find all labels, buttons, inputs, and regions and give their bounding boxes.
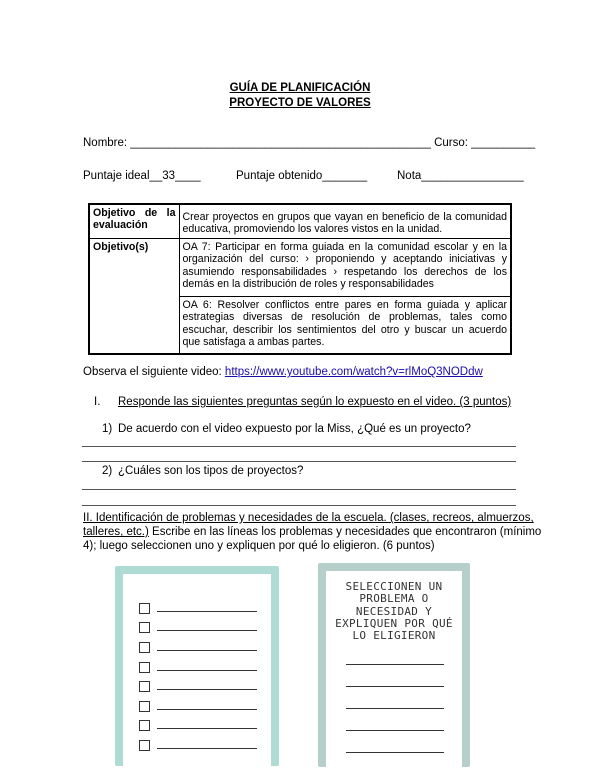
objective-evaluation-text: Crear proyectos en grupos que vayan en beneficio de la comunidad educativa, promoviendo los valores vistos en la unidad.: [179, 204, 511, 238]
explanation-line-3[interactable]: [346, 708, 444, 709]
q2-number: 2): [102, 465, 113, 477]
checkbox-6[interactable]: [139, 701, 150, 712]
oa6-text: OA 6: Resolver conflictos entre pares en forma guiada y aplicar estrategias diversas de resolución de problemas, tales como escuchar, describir los sentimientos del otro y buscar un acuerdo que satisfaga a ambas partes.: [179, 296, 511, 354]
puntaje-ideal: Puntaje ideal__33____: [83, 170, 201, 182]
title-line-1: GUÍA DE PLANIFICACIÓN: [229, 82, 371, 94]
select-problem-instructions: [334, 581, 454, 642]
checklist-line-8[interactable]: [157, 748, 257, 749]
checklist-line-2[interactable]: [157, 630, 257, 631]
section2-heading-line-2: [83, 526, 541, 538]
q2-answer-line-2[interactable]: [82, 505, 516, 506]
checklist-line-6[interactable]: [157, 709, 257, 710]
checklist-line-7[interactable]: [157, 728, 257, 729]
problems-checklist-inner: [123, 574, 271, 766]
title-line-2: PROYECTO DE VALORES: [229, 97, 371, 109]
checkbox-1[interactable]: [139, 603, 150, 614]
instruction-line-5: LO ELIGIERON: [352, 629, 436, 643]
section2-heading-line-3: 4); luego seleccionen uno y expliquen por qué lo eligieron. (6 puntos): [83, 540, 435, 552]
section1-numeral: I.: [94, 396, 101, 408]
video-line: [83, 366, 483, 378]
q1-text: De acuerdo con el video expuesto por la Miss, ¿Qué es un proyecto?: [118, 423, 471, 435]
checkbox-3[interactable]: [139, 642, 150, 653]
instruction-line-3: NECESIDAD Y: [355, 604, 433, 618]
objectives-table: [88, 203, 512, 355]
select-problem-inner: [326, 571, 462, 767]
checkbox-2[interactable]: [139, 622, 150, 633]
section2-heading-line-1: II. Identificación de problemas y necesidades de la escuela. (clases, recreos, almuerzos,: [83, 512, 534, 524]
instruction-line-2: PROBLEMA O: [359, 592, 429, 606]
objective-evaluation-label: Objetivo de la evaluación: [89, 204, 179, 238]
checklist-line-4[interactable]: [157, 670, 257, 671]
select-problem-card: [318, 563, 470, 767]
checkbox-7[interactable]: [139, 720, 150, 731]
explanation-line-5[interactable]: [346, 752, 444, 753]
checklist-line-5[interactable]: [157, 689, 257, 690]
problems-checklist-card: [115, 566, 279, 766]
checkbox-4[interactable]: [139, 662, 150, 673]
section2-heading-rest: Escribe en las líneas los problemas y necesidades que encontraron (mínimo: [148, 526, 542, 538]
section2-heading-underlined: talleres, etc.): [83, 526, 149, 538]
objectives-label: Objetivo(s): [89, 238, 179, 354]
explanation-line-4[interactable]: [346, 730, 444, 731]
video-prefix: Observa el siguiente video:: [83, 366, 225, 378]
q1-number: 1): [102, 423, 113, 435]
explanation-line-1[interactable]: [346, 664, 444, 665]
explanation-line-2[interactable]: [346, 686, 444, 687]
instruction-line-4: EXPLIQUEN POR QUÉ: [335, 616, 453, 630]
q1-answer-line-2[interactable]: [82, 461, 516, 462]
checklist-line-3[interactable]: [157, 650, 257, 651]
nombre-curso-field[interactable]: Nombre: _______________________________________________ Curso: __________: [83, 137, 536, 149]
video-link[interactable]: https://www.youtube.com/watch?v=rlMoQ3NODdw: [224, 366, 483, 378]
q2-answer-line-1[interactable]: [82, 489, 516, 490]
q2-text: ¿Cuáles son los tipos de proyectos?: [118, 465, 304, 477]
puntaje-obtenido-field[interactable]: Puntaje obtenido_______: [236, 170, 368, 182]
oa7-text: OA 7: Participar en forma guiada en la comunidad escolar y en la organización del curso: › proponiendo y aceptando iniciativas y asumiendo responsabilidades › respetando los derechos de los demás en la distribución de roles y responsabilidades: [179, 238, 511, 296]
checklist-line-1[interactable]: [157, 611, 257, 612]
q1-answer-line-1[interactable]: [82, 446, 516, 447]
checkbox-5[interactable]: [139, 681, 150, 692]
nota-field[interactable]: Nota________________: [397, 170, 524, 182]
section1-heading: Responde las siguientes preguntas según lo expuesto en el video. (3 puntos): [118, 396, 512, 408]
checkbox-8[interactable]: [139, 740, 150, 751]
instruction-line-1: SELECCIONEN UN: [345, 580, 443, 593]
